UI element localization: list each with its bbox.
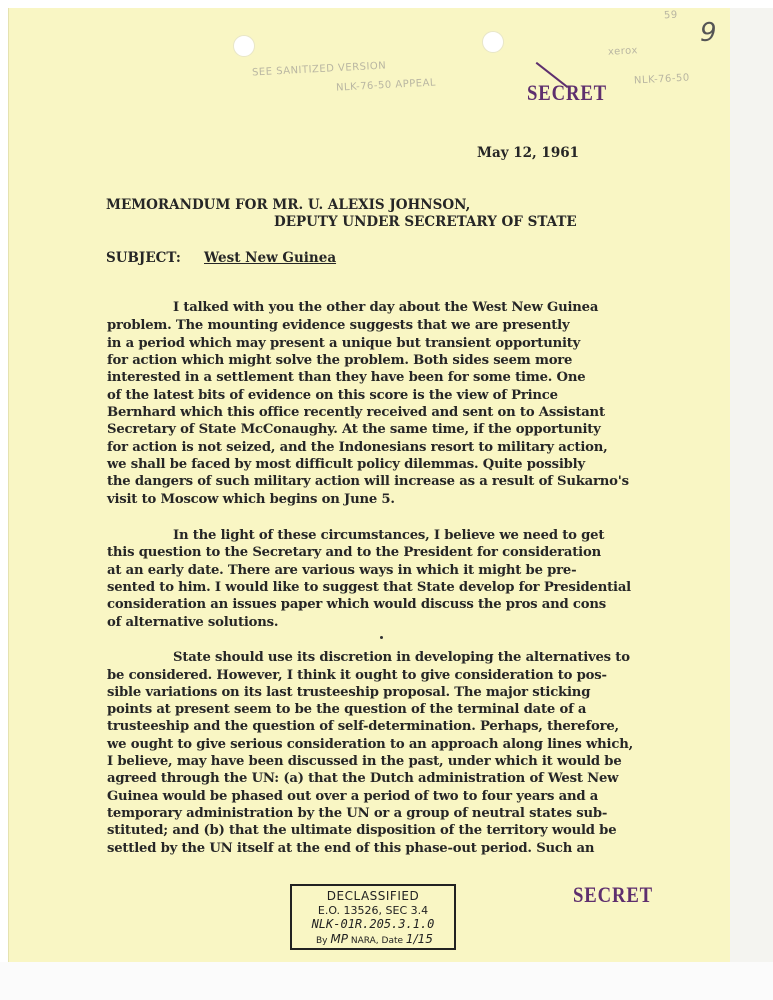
memo-addressee: MEMORANDUM FOR MR. U. ALEXIS JOHNSON,: [106, 197, 471, 213]
text-line: sented to him. I would like to suggest that State develop for Presidential: [107, 580, 631, 595]
ink-speck: [380, 636, 383, 639]
text-line: be considered. However, I think it ought to give consideration to pos-: [107, 668, 607, 683]
text-line: we shall be faced by most difficult policy dilemmas. Quite possibly: [107, 457, 585, 472]
pencil-note-code: NLK-76-50: [633, 72, 690, 87]
secret-stamp-bottom: SECRET: [573, 882, 653, 907]
text-line: trusteeship and the question of self-determination. Perhaps, therefore,: [107, 719, 619, 734]
text-line: I talked with you the other day about the West New Guinea: [173, 300, 599, 315]
declassified-by-label: By: [316, 936, 328, 946]
text-line: at an early date. There are various ways in which it might be pre-: [107, 563, 577, 578]
text-line: stituted; and (b) that the ultimate disposition of the territory would be: [107, 823, 617, 838]
text-line: State should use its discretion in developing the alternatives to: [173, 650, 630, 665]
declassified-stamp: [290, 884, 456, 950]
text-line: Secretary of State McConaughy. At the same time, if the opportunity: [107, 422, 601, 437]
secret-stamp-top: SECRET: [527, 80, 607, 105]
text-line: visit to Moscow which begins on June 5.: [107, 492, 395, 507]
text-line: I believe, may have been discussed in the past, under which it would be: [107, 754, 622, 769]
text-line: in a period which may present a unique but transient opportunity: [107, 336, 581, 351]
text-line: for action is not seized, and the Indonesians resort to military action,: [107, 440, 608, 455]
text-line: sible variations on its last trusteeship proposal. The major sticking: [107, 685, 591, 700]
text-line: Guinea would be phased out over a period of two to four years and a: [107, 789, 599, 804]
text-line: of the latest bits of evidence on this score is the view of Prince: [107, 388, 558, 403]
punch-hole-left: [233, 35, 255, 57]
declassified-authority: E.O. 13526, SEC 3.4: [317, 904, 429, 917]
declassified-title: DECLASSIFIED: [326, 889, 420, 903]
pencil-note-sanitized: SEE SANITIZED VERSION: [251, 60, 387, 79]
declassified-signoff: [316, 932, 433, 946]
pencil-note-appeal: NLK-76-50 APPEAL: [335, 77, 437, 94]
text-line: of alternative solutions.: [107, 615, 279, 630]
subject-title: West New Guinea: [204, 250, 337, 266]
memo-date: May 12, 1961: [477, 145, 579, 161]
scan-edge: [730, 8, 773, 962]
text-line: we ought to give serious consideration to an approach along lines which,: [107, 737, 633, 752]
text-line: points at present seem to be the question of the terminal date of a: [107, 702, 587, 717]
text-line: In the light of these circumstances, I believe we need to get: [173, 528, 605, 543]
text-line: temporary administration by the UN or a group of neutral states sub-: [107, 806, 608, 821]
pencil-note-corner: 59: [663, 9, 679, 22]
top-margin: [0, 0, 773, 8]
memo-addressee-title: DEPUTY UNDER SECRETARY OF STATE: [274, 214, 577, 230]
subject-label: SUBJECT:: [106, 250, 181, 266]
text-line: settled by the UN itself at the end of this phase-out period. Such an: [107, 841, 595, 856]
page-number: 9: [700, 18, 717, 48]
declassified-nara-label: NARA, Date: [350, 936, 404, 946]
text-line: this question to the Secretary and to the President for consideration: [107, 545, 601, 560]
text-line: the dangers of such military action will increase as a result of Sukarno's: [107, 474, 629, 489]
declassified-case-number: NLK-01R.205.3.1.0: [311, 917, 435, 931]
pencil-note-xerox: xerox: [607, 45, 639, 58]
declassified-date: 1/15: [405, 932, 433, 946]
declassified-initials: MP: [330, 932, 348, 946]
text-line: problem. The mounting evidence suggests that we are presently: [107, 318, 570, 333]
scan-bottom-edge: [0, 962, 773, 1000]
text-line: Bernhard which this office recently received and sent on to Assistant: [107, 405, 605, 420]
text-line: agreed through the UN: (a) that the Dutch administration of West New: [107, 771, 619, 786]
text-line: for action which might solve the problem. Both sides seem more: [107, 353, 573, 368]
text-line: consideration an issues paper which would discuss the pros and cons: [107, 597, 606, 612]
punch-hole-right: [482, 31, 504, 53]
text-line: interested in a settlement than they have been for some time. One: [107, 370, 586, 385]
